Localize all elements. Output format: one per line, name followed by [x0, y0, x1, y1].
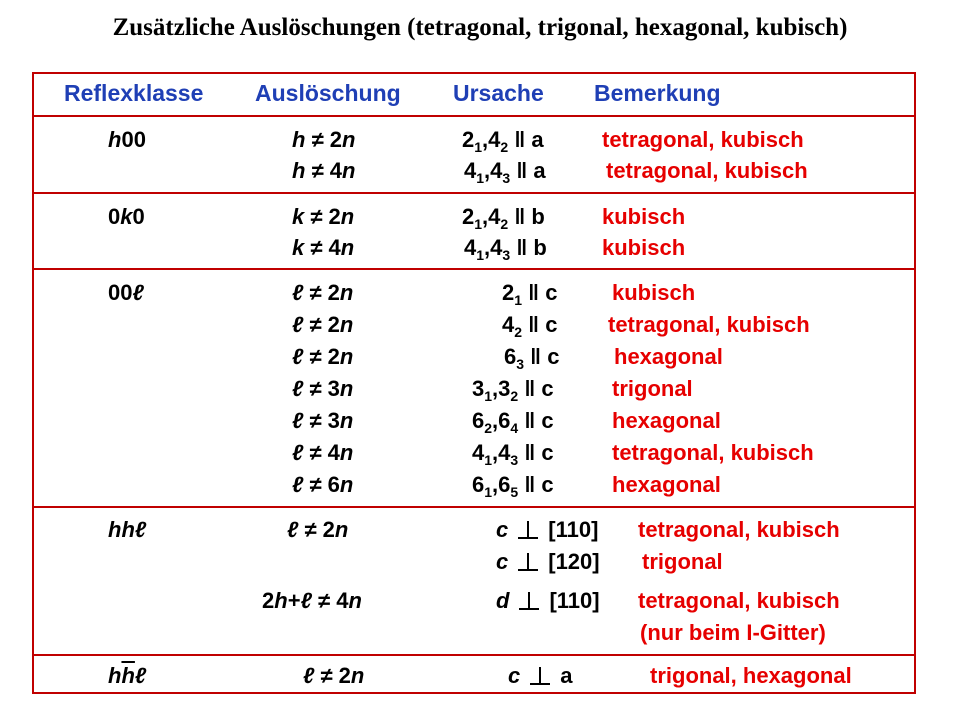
cause: $4_1,4_3$ ‖ c — [472, 440, 554, 468]
reflex-class: $h\overline{h}\ell$ — [108, 663, 147, 688]
extinction-rule: ℓ ≠ 4n — [292, 440, 354, 465]
header-ursache: Ursache — [453, 80, 544, 106]
header-reflexklasse: Reflexklasse — [64, 80, 204, 106]
page-title: Zusätzliche Auslöschungen (tetragonal, trigonal, hexagonal, kubisch) — [112, 14, 848, 41]
remark: tetragonal, kubisch — [638, 517, 840, 542]
cause: $6_1,6_5$ ‖ c — [472, 472, 554, 500]
remark: trigonal — [642, 549, 723, 574]
divider — [32, 654, 916, 656]
extinction-rule: h ≠ 4n — [292, 158, 356, 183]
cause: c [120] — [496, 549, 600, 574]
header-bemerkung: Bemerkung — [594, 80, 721, 106]
perpendicular-icon — [530, 667, 550, 685]
perpendicular-icon — [518, 553, 538, 571]
cause: $4_2$ ‖ c — [502, 312, 558, 340]
perpendicular-icon — [518, 521, 538, 539]
cause: $2_1,4_2$ ‖ b — [462, 204, 545, 232]
remark: kubisch — [612, 280, 696, 305]
header-ausloeschung: Auslöschung — [255, 80, 401, 106]
extinction-rule: ℓ ≠ 2n — [292, 280, 354, 305]
divider — [32, 506, 916, 508]
cause: d [110] — [496, 588, 600, 613]
reflex-class: hhℓ — [108, 517, 147, 542]
divider — [32, 192, 916, 194]
extinction-rule: 2h+ℓ ≠ 4n — [262, 588, 362, 613]
perpendicular-icon — [519, 592, 539, 610]
cause: $4_1,4_3$ ‖ a — [464, 158, 546, 186]
cause: $3_1,3_2$ ‖ c — [472, 376, 554, 404]
cause: $2_1$ ‖ c — [502, 280, 558, 308]
cause: $2_1,4_2$ ‖ a — [462, 127, 544, 155]
extinction-rule: ℓ ≠ 3n — [292, 408, 354, 433]
extinction-rule: h ≠ 2n — [292, 127, 356, 152]
cause: c a — [508, 663, 573, 688]
extinction-rule: ℓ ≠ 2n — [292, 344, 354, 369]
extinction-rule: ℓ ≠ 2n — [287, 517, 349, 542]
remark: hexagonal — [612, 472, 721, 497]
reflex-class: 0k0 — [108, 204, 145, 229]
remark: hexagonal — [614, 344, 723, 369]
divider — [32, 268, 916, 270]
remark-note: (nur beim I-Gitter) — [640, 620, 826, 645]
divider — [32, 115, 916, 117]
remark: hexagonal — [612, 408, 721, 433]
remark: tetragonal, kubisch — [602, 127, 804, 152]
remark: trigonal, hexagonal — [650, 663, 852, 688]
remark: tetragonal, kubisch — [608, 312, 810, 337]
extinction-rule: k ≠ 4n — [292, 235, 355, 260]
cause: $6_2,6_4$ ‖ c — [472, 408, 554, 436]
cause: c [110] — [496, 517, 599, 542]
extinction-rule: ℓ ≠ 2n — [292, 312, 354, 337]
remark: kubisch — [602, 204, 686, 229]
extinction-rule: ℓ ≠ 6n — [292, 472, 354, 497]
remark: kubisch — [602, 235, 686, 260]
reflex-class: 00ℓ — [108, 280, 144, 305]
remark: tetragonal, kubisch — [612, 440, 814, 465]
remark: tetragonal, kubisch — [606, 158, 808, 183]
cause: $6_3$ ‖ c — [504, 344, 560, 372]
remark: trigonal — [612, 376, 693, 401]
remark: tetragonal, kubisch — [638, 588, 840, 613]
extinction-rule: k ≠ 2n — [292, 204, 355, 229]
extinction-rule: ℓ ≠ 2n — [303, 663, 365, 688]
reflex-class: h00 — [108, 127, 146, 152]
extinction-rule: ℓ ≠ 3n — [292, 376, 354, 401]
cause: $4_1,4_3$ ‖ b — [464, 235, 547, 263]
